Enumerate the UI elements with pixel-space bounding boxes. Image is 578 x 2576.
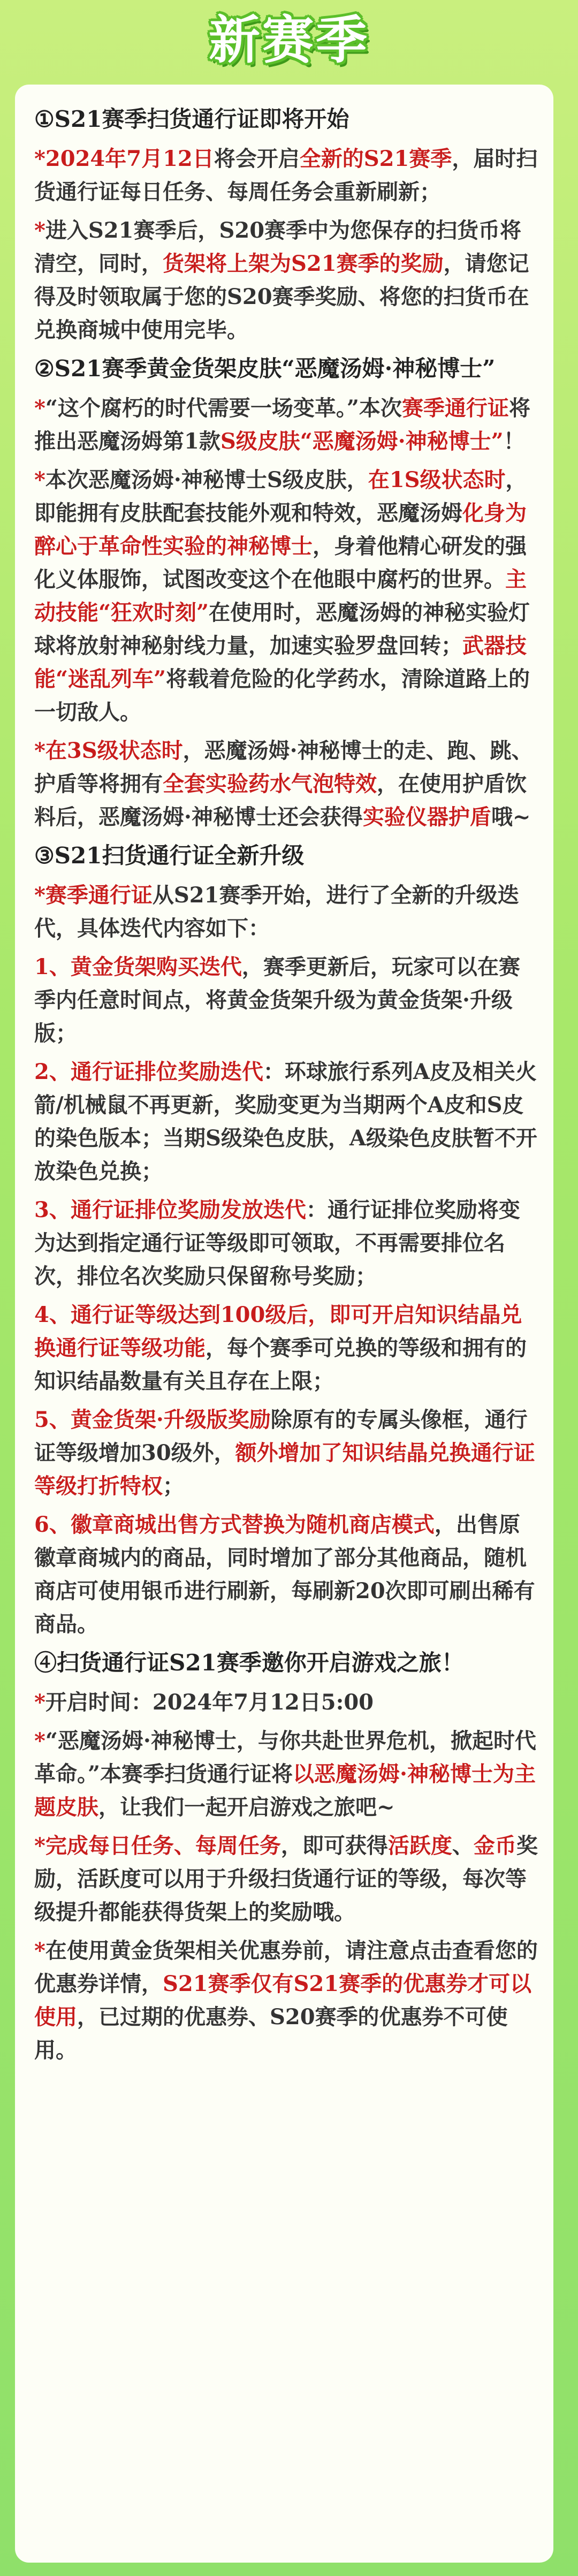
header-banner [0,0,578,80]
highlight-text: 以恶魔汤姆·神秘博士为主题皮肤 [34,1761,536,1820]
body-text: ，即能拥有皮肤配套技能外观和特效，恶魔汤姆 [34,467,527,526]
paragraph [34,463,538,729]
body-text: ，赛季更新后，玩家可以在赛季内任意时间点，将黄金货架升级为黄金货架·升级版； [34,954,520,1046]
highlight-text: * [34,1728,45,1753]
body-text: ，恶魔汤姆·神秘博士的走、跑、跳、护盾等将拥有 [34,738,533,796]
body-text: ，每个赛季可兑换的等级和拥有的知识结晶数量有关且存在上限； [34,1335,527,1394]
paragraph [34,734,538,834]
body-text: ！ [503,429,525,454]
highlight-text: S级皮肤“恶魔汤姆·神秘博士” [220,429,504,454]
highlight-text: 5、黄金货架·升级版奖励 [34,1407,271,1432]
body-text: 从S21赛季开始，进行了全新的升级迭代，具体迭代内容如下： [34,883,519,941]
highlight-text: * [34,146,45,171]
body-text: 开启时间：2024年7月12日5:00 [45,1690,374,1715]
body-text: ：环球旅行系列A皮及相关火箭/机械鼠不再更新，奖励变更为当期两个A皮和S皮的染色版本；当期S级染色皮肤，A级染色皮肤暂不开放染色兑换； [34,1059,537,1184]
highlight-text: 3、通行证排位奖励发放迭代 [34,1197,306,1222]
paragraph [34,951,538,1050]
body-text: 在使用时，恶魔汤姆的神秘实验灯球将放射神秘射线力量，加速实验罗盘回转； [34,600,530,658]
highlight-text: 活跃度 [387,1833,452,1858]
highlight-text: 全新的S21赛季 [299,146,452,171]
highlight-text: S21赛季仅有S21赛季的优惠券才可以使用 [34,1971,532,2030]
body-text: ，届时扫货通行证每日任务、每周任务会重新刷新； [34,146,538,204]
body-text: “这个腐朽的时代需要一场变革。”本次 [45,396,402,421]
highlight-text: 主动技能“狂欢时刻” [34,567,527,625]
body-text: ，身着他精心研发的强化义体服饰，试图改变这个在他眼中腐朽的世界。 [34,534,527,592]
body-text: 在使用黄金货架相关优惠券前，请注意点击查看您的优惠券详情， [34,1938,538,1996]
highlight-text: * [34,467,45,492]
highlight-text: 在3S级状态时 [45,738,183,763]
highlight-text: 赛季通行证 [401,396,509,421]
paragraph [34,392,538,458]
highlight-text: 完成每日任务、每周任务 [45,1833,281,1858]
body-text: 、 [452,1833,474,1858]
highlight-text: 6、徽章商城出售方式替换为随机商店模式 [34,1512,435,1537]
paragraph [34,1508,538,1641]
body-text: 奖励，活跃度可以用于升级扫货通行证的等级，每次等级提升都能获得货架上的奖励哦。 [34,1833,538,1925]
highlight-text: * [34,738,45,763]
paragraph [34,1686,538,1719]
paragraph [34,214,538,347]
paragraph [34,1724,538,1824]
body-text: ，请您记得及时领取属于您的S20赛季奖励、将您的扫货币在兑换商城中使用完毕。 [34,251,529,343]
body-text: ，即可获得 [280,1833,388,1858]
highlight-text: * [34,1690,45,1715]
highlight-text: 额外增加了知识结晶兑换通行证等级打折特权 [34,1440,535,1499]
paragraph [34,1403,538,1503]
paragraph [34,142,538,209]
paragraph [34,1055,538,1188]
body-text: 将推出恶魔汤姆第1款 [34,396,530,454]
highlight-text: 货架将上架为S21赛季的奖励 [163,251,444,276]
highlight-text: 1、黄金货架购买迭代 [34,954,242,979]
body-text: ，已过期的优惠券、S20赛季的优惠券不可使用。 [34,2004,508,2063]
highlight-text: 在1S级状态时 [368,467,506,492]
highlight-text: 2、通行证排位奖励迭代 [34,1059,263,1084]
paragraph [34,1934,538,2067]
highlight-text: 武器技能“迷乱列车” [34,633,527,692]
paragraph [34,1298,538,1398]
body-text: 将会开启 [214,146,300,171]
body-text: 进入S21赛季后，S20赛季中为您保存的扫货币将清空，同时， [34,218,522,276]
highlight-text: * [34,396,45,421]
highlight-text: 赛季通行证 [45,883,153,908]
body-text: 除原有的专属头像框，通行证等级增加30级外， [34,1407,528,1465]
section-heading: ③S21扫货通行证全新升级 [34,842,305,869]
body-text: ，让我们一起开启游戏之旅吧~ [98,1795,395,1820]
highlight-text: * [34,1833,45,1858]
highlight-text: 4、通行证等级达到100级后，即可开启知识结晶兑换通行证等级功能 [34,1302,522,1361]
body-text: ：通行证排位奖励将变为达到指定通行证等级即可领取，不再需要排位名次，排位名次奖励只保留称号奖励； [34,1197,520,1289]
body-text: ，在使用护盾饮料后，恶魔汤姆·神秘博士还会获得 [34,771,527,830]
highlight-text: 全套实验药水气泡特效 [163,771,377,796]
content-card [15,85,553,2563]
body-text: 哦~ [491,804,531,830]
body-text: 本次恶魔汤姆·神秘博士S级皮肤， [45,467,368,492]
highlight-text: 化身为醉心于革命性实验的神秘博士 [34,500,527,559]
body-text: 将载着危险的化学药水，清除道路上的一切敌人。 [34,666,530,725]
section-heading: ②S21赛季黄金货架皮肤“恶魔汤姆·神秘博士” [34,355,496,382]
highlight-text: 金币 [473,1833,516,1858]
highlight-text: * [34,883,45,908]
paragraph [34,1829,538,1929]
highlight-text: 实验仪器护盾 [362,804,491,830]
highlight-text: * [34,218,45,243]
section-heading: ④扫货通行证S21赛季邀你开启游戏之旅！ [34,1650,464,1676]
body-text: ； [163,1473,184,1499]
body-text: “恶魔汤姆·神秘博士，与你共赴世界危机，掀起时代革命。”本赛季扫货通行证将 [34,1728,536,1787]
body-text: ，出售原徽章商城内的商品，同时增加了部分其他商品，随机商店可使用银币进行刷新，每刷新20次即可刷出稀有商品。 [34,1512,535,1637]
paragraph [34,879,538,945]
paragraph [34,1194,538,1293]
highlight-text: * [34,1938,45,1963]
section-heading: ①S21赛季扫货通行证即将开始 [34,106,349,132]
page-title: 新赛季 [209,10,369,70]
highlight-text: 2024年7月12日 [45,146,214,171]
